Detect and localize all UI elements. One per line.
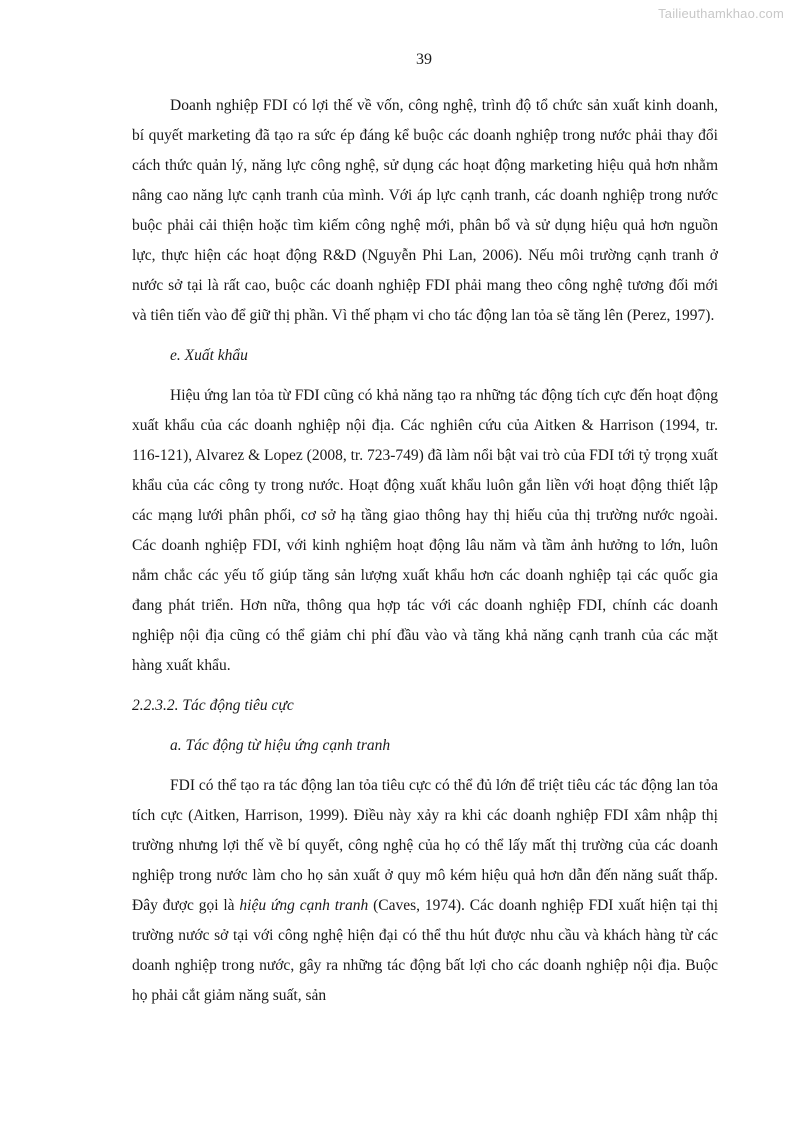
- watermark: Tailieuthamkhao.com: [658, 6, 784, 21]
- paragraph-text-start: FDI có thể tạo ra tác động lan tỏa tiêu cực có thể đủ lớn để triệt tiêu các tác động lan tỏa tích cực (Aitken, Harrison, 1999). Điều này xảy ra khi các doanh nghiệp FDI xâm nhập thị trường nhưng lợi thế về bí quyết, công nghệ của họ có thể lấy mất thị trường của các doanh nghiệp trong nước làm cho họ sản xuất ở quy mô kém hiệu quả hơn dẫn đến năng suất thấp. Đây được gọi là: [132, 777, 718, 914]
- page-number: 39: [416, 51, 432, 68]
- emphasis-competition-effect: hiệu ứng cạnh tranh: [239, 897, 369, 914]
- document-body: [132, 91, 718, 1011]
- paragraph-competition-effect: [132, 771, 718, 1011]
- paragraph-text-end: (Caves, 1974). Các doanh nghiệp FDI xuất hiện tại thị trường nước sở tại với công nghệ hiện đại có thể thu hút được nhu cầu và khách hàng từ các doanh nghiệp trong nước, gây ra những tác động bất lợi cho các doanh nghiệp nội địa. Buộc họ phải cắt giảm năng suất, sản: [132, 897, 719, 1004]
- heading-competition-effect: a. Tác động từ hiệu ứng cạnh tranh: [170, 737, 391, 754]
- paragraph-fdi-advantage: Doanh nghiệp FDI có lợi thế về vốn, công nghệ, trình độ tổ chức sản xuất kinh doanh, bí quyết marketing đã tạo ra sức ép đáng kể buộc các doanh nghiệp trong nước phải thay đổi cách thức quản lý, năng lực công nghệ, sử dụng các hoạt động marketing hiệu quả hơn nhằm nâng cao năng lực cạnh tranh của mình. Với áp lực cạnh tranh, các doanh nghiệp trong nước buộc phải cải thiện hoặc tìm kiếm công nghệ mới, phân bổ và sử dụng hiệu quả hơn nguồn lực, thực hiện các hoạt động R&D (Nguyễn Phi Lan, 2006). Nếu môi trường cạnh tranh ở nước sở tại là rất cao, buộc các doanh nghiệp FDI phải mang theo công nghệ tương đối mới và tiên tiến vào để giữ thị phần. Vì thế phạm vi cho tác động lan tỏa sẽ tăng lên (Perez, 1997).: [132, 97, 718, 324]
- paragraph-export: Hiệu ứng lan tỏa từ FDI cũng có khả năng tạo ra những tác động tích cực đến hoạt động xuất khẩu của các doanh nghiệp nội địa. Các nghiên cứu của Aitken & Harrison (1994, tr. 116-121), Alvarez & Lopez (2008, tr. 723-749) đã làm nổi bật vai trò của FDI tới tỷ trọng xuất khẩu của các công ty trong nước. Hoạt động xuất khẩu luôn gắn liền với hoạt động thiết lập các mạng lưới phân phối, cơ sở hạ tầng giao thông hay thị hiếu của thị trường nước ngoài. Các doanh nghiệp FDI, với kinh nghiệm hoạt động lâu năm và tầm ảnh hưởng to lớn, luôn nắm chắc các yếu tố giúp tăng sản lượng xuất khẩu hơn các doanh nghiệp tại các quốc gia đang phát triển. Hơn nữa, thông qua hợp tác với các doanh nghiệp FDI, chính các doanh nghiệp nội địa cũng có thể giảm chi phí đầu vào và tăng khả năng cạnh tranh của các mặt hàng xuất khẩu.: [132, 387, 718, 674]
- heading-export: e. Xuất khẩu: [170, 347, 248, 364]
- heading-negative-impact: 2.2.3.2. Tác động tiêu cực: [132, 697, 294, 714]
